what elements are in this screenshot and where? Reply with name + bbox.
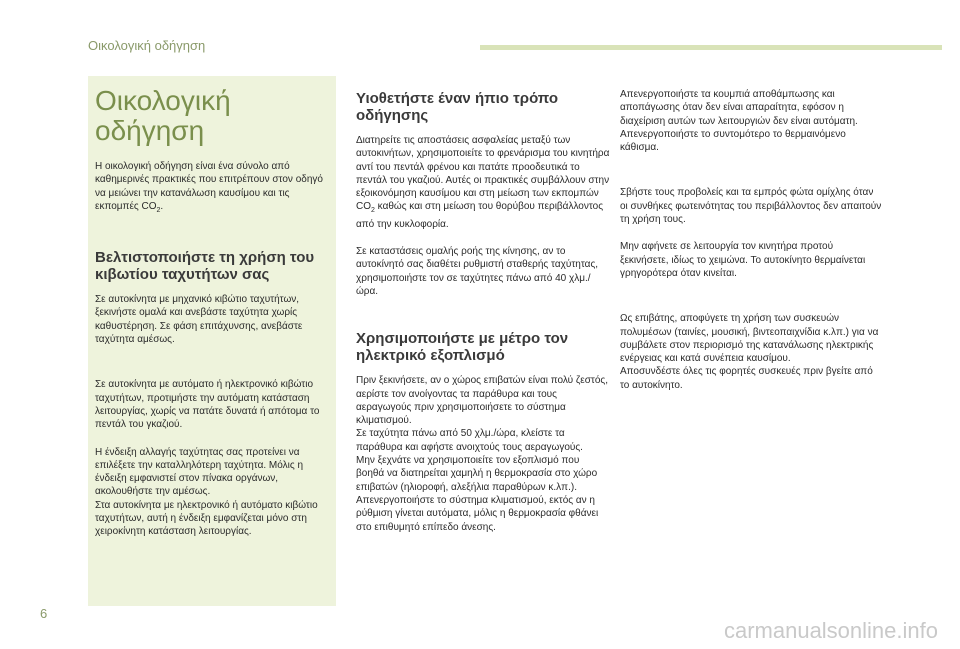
paragraph: Διατηρείτε τις αποστάσεις ασφαλείας μεταξύ των αυτοκινήτων, χρησιμοποιείτε το φρενάρισμα του κινητήρα αντί του πεντάλ φρένου και πατάτε προοδευτικά το πεντάλ του γκαζιού. Αυτές οι πρακτικές συμβάλλουν στην εξοικονόμηση καυσίμου και στη μείωση των εκπομπών $CO_2$ καθώς και στη μείωση του θορύβου περιβάλλοντος από την κυκλοφορία. [356,135,610,230]
running-header: Οικολογική οδήγηση [88,38,206,53]
paragraph: Απενεργοποιήστε το σύστημα κλιματισμού, εκτός αν η ρύθμιση γίνεται αυτόματα, μόλις η θερμοκρασία φθάνει στο επιθυμητό επίπεδο άνεσης. [356,494,599,533]
right-column [620,76,882,406]
paragraph: Σε ταχύτητα πάνω από 50 χλμ./ώρα, κλείστε τα παράθυρα και αφήστε ανοιχτούς τους αεραγωγούς. [356,428,583,453]
left-column [95,76,331,553]
paragraph: Απενεργοποιήστε τα κουμπιά αποθάμπωσης και αποπάγωσης όταν δεν είναι απαραίτητα, εφόσον η διαχείριση αυτών των λειτουργιών δεν είναι αυτόματη. [620,89,858,127]
paragraph: Ως επιβάτης, αποφύγετε τη χρήση των συσκευών πολυμέσων (ταινίες, μουσική, βιντεοπαιχνίδια κ.λπ.) για να συμβάλετε στον περιορισμό της κατανάλωσης ηλεκτρικής ενέργειας και κατά συνέπεια καυσίμου. [620,313,879,365]
paragraph: Μην αφήνετε σε λειτουργία τον κινητήρα προτού ξεκινήσετε, ιδίως το χειμώνα. Το αυτοκίνητο θερμαίνεται γρηγορότερα όταν κινείται. [620,241,866,279]
paragraph: Αποσυνδέστε όλες τις φορητές συσκευές πριν βγείτε από το αυτοκίνητο. [620,366,873,391]
paragraph: Στα αυτοκίνητα με ηλεκτρονικό ή αυτόματο κιβώτιο ταχυτήτων, αυτή η ένδειξη εμφανίζεται μόνο στη χειροκίνητη κατάσταση λειτουργίας. [95,499,318,538]
paragraph: Πριν ξεκινήσετε, αν ο χώρος επιβατών είναι πολύ ζεστός, αερίστε τον ανοίγοντας τα παράθυρα και τους αεραγωγούς πριν χρησιμοποιήσετε το σύστημα κλιματισμού. [356,375,609,427]
page-title: Οικολογική οδήγηση [95,85,231,146]
middle-column [356,76,610,534]
paragraph: Σε αυτοκίνητα με μηχανικό κιβώτιο ταχυτήτων, ξεκινήστε ομαλά και ανεβάστε ταχύτητα χωρίς καθυστέρηση. Σε φάση επιτάχυνσης, ανεβάστε ταχύτητα αμέσως. [95,294,303,346]
watermark: carmanualsonline.info [723,618,938,643]
paragraph: Σβήστε τους προβολείς και τα εμπρός φώτα ομίχλης όταν οι συνθήκες φωτεινότητας του περιβάλλοντος δεν απαιτούν τη χρήση τους. [620,187,882,226]
paragraph: Μην ξεχνάτε να χρησιμοποιείτε τον εξοπλισμό που βοηθά να διατηρείται χαμηλή η θερμοκρασία στο χώρο επιβατών (ηλιοροφή, αλεξήλια παραθύρων κ.λπ.). [356,455,598,493]
section-heading-gearbox: Βελτιστοποιήστε τη χρήση του κιβωτίου ταχυτήτων σας [95,249,315,284]
paragraph: Σε καταστάσεις ομαλής ροής της κίνησης, αν το αυτοκίνητό σας διαθέτει ρυθμιστή σταθερής ταχύτητας, χρησιμοποιήστε τον σε ταχύτητες πάνω από 40 χλμ./ώρα. [356,246,599,297]
intro-paragraph: Η οικολογική οδήγηση είναι ένα σύνολο από καθημερινές πρακτικές που επιτρέπουν στον οδηγό να μειώνει την κατανάλωση καυσίμου και τις εκπομπές $CO_2$. [95,161,323,214]
paragraph: Η ένδειξη αλλαγής ταχύτητας σας προτείνει να επιλέξετε την καταλληλότερη ταχύτητα. Μόλις η ένδειξη εμφανιστεί στον πίνακα οργάνων, ακολουθήστε την αμέσως. [95,446,304,498]
section-heading-driving: Υιοθετήστε έναν ήπιο τρόπο οδήγησης [356,90,559,124]
header-bar [480,45,942,50]
section-heading-electrical: Χρησιμοποιήστε με μέτρο τον ηλεκτρικό εξοπλισμό [356,330,569,365]
paragraph: Σε αυτοκίνητα με αυτόματο ή ηλεκτρονικό κιβώτιο ταχυτήτων, προτιμήστε την αυτόματη κατάσταση λειτουργίας, χωρίς να πατάτε δυνατά ή απότομα το πεντάλ του γκαζιού. [95,379,320,431]
paragraph: Απενεργοποιήστε το συντομότερο το θερμαινόμενο κάθισμα. [620,128,846,154]
page-number: 6 [40,606,48,621]
